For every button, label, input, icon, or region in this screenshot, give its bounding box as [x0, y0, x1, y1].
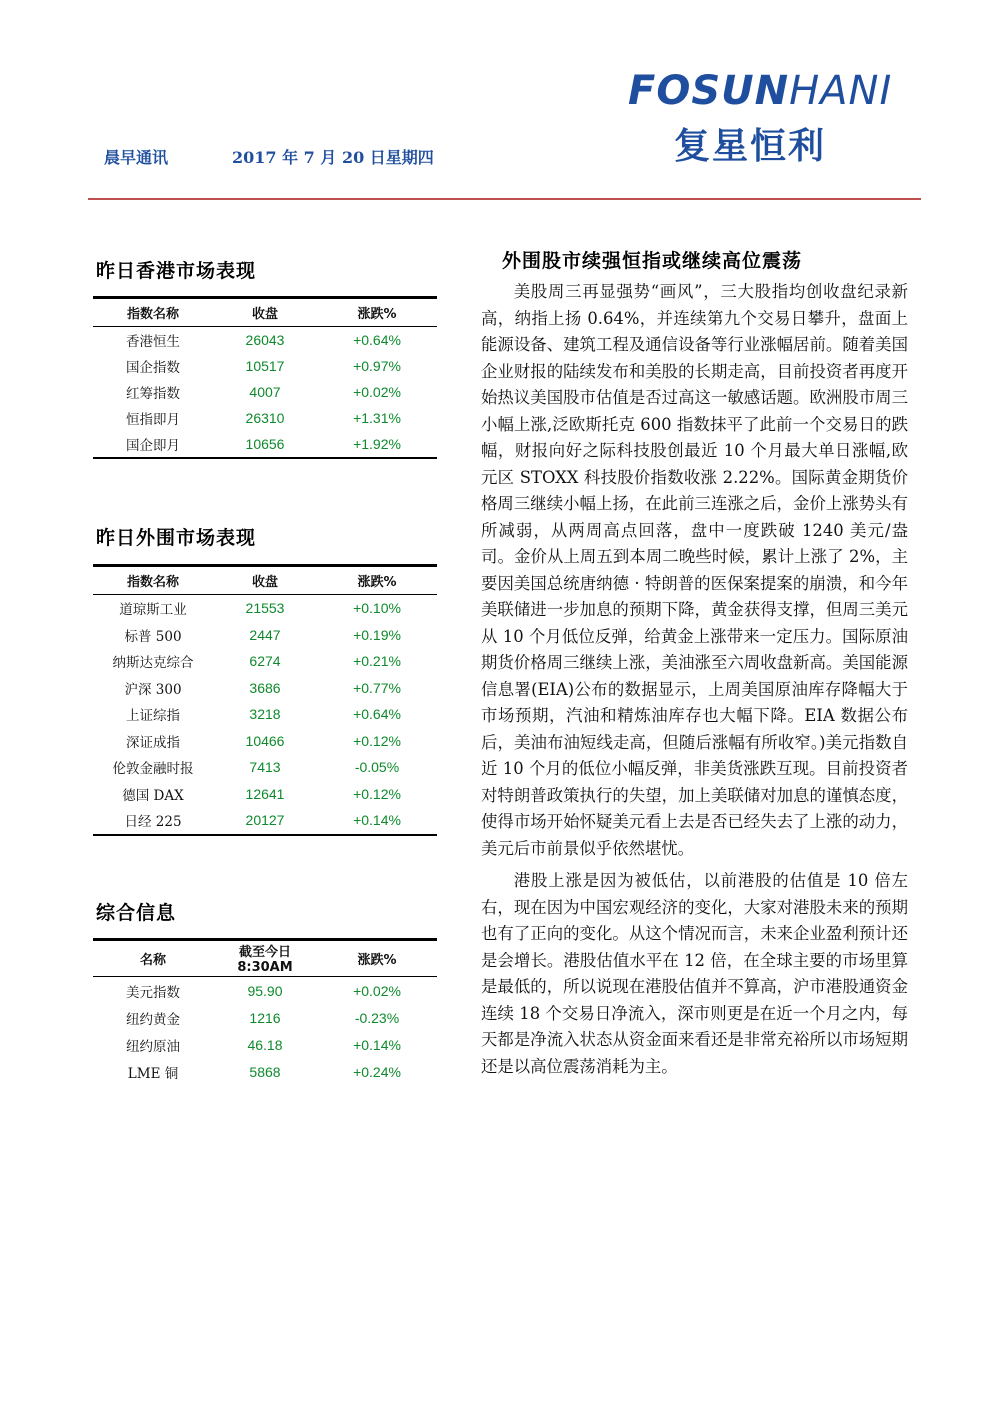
close-value: 10517 [245, 358, 285, 374]
table-row [93, 675, 437, 702]
close-value: 7413 [249, 759, 281, 776]
close-value: 12641 [245, 785, 285, 802]
hk-market-table [93, 296, 437, 459]
global-market-title: 昨日外围市场表现 [96, 527, 257, 549]
article-title: 外围股市续强恒指或继续高位震荡 [502, 250, 803, 272]
column-header: 指数名称 [93, 565, 213, 595]
change-percent: +0.24% [353, 1063, 401, 1080]
close-value: 26043 [245, 332, 285, 348]
index-name: 标普 500 [124, 628, 182, 645]
newsletter-date: 2017 年 7 月 20 日星期四 [232, 148, 434, 167]
change-percent: +0.02% [353, 384, 401, 400]
close-value: 95.90 [247, 982, 283, 999]
close-value: 1216 [249, 1009, 281, 1026]
change-percent: +0.10% [353, 600, 401, 617]
change-percent: +1.92% [317, 431, 437, 458]
close-value: 5868 [249, 1063, 281, 1080]
table-row [93, 807, 437, 835]
close-value: 4007 [249, 384, 281, 400]
index-name: 国企即月 [93, 431, 213, 458]
change-percent: +0.14% [317, 807, 437, 835]
general-info-title: 综合信息 [96, 902, 177, 924]
table-row [93, 754, 437, 781]
change-percent: +0.12% [353, 732, 401, 749]
index-name: 上证综指 [126, 708, 180, 725]
close-value: 21553 [245, 600, 285, 617]
close-value: 10466 [245, 732, 285, 749]
header-divider [88, 198, 921, 200]
hk-market-title: 昨日香港市场表现 [96, 260, 257, 282]
company-logo-text: FOSUNHANI [628, 68, 893, 114]
close-value: 6274 [249, 653, 281, 670]
column-header: 收盘 [213, 565, 317, 595]
close-value: 46.18 [247, 1036, 283, 1053]
index-name: 恒指即月 [126, 412, 180, 428]
index-name: 伦敦金融时报 [112, 761, 194, 778]
change-percent: +0.97% [353, 358, 401, 374]
index-name: 日经 225 [93, 807, 213, 835]
company-logo-chinese: 复星恒利 [674, 126, 827, 167]
close-value: 10656 [213, 431, 317, 458]
change-percent: -0.05% [354, 759, 400, 776]
article-paragraph: 美股周三再显强势“画风”，三大股指均创收盘纪录新高，纳指上扬 0.64%，并连续第九个交易日攀升，盘面上能源设备、建筑工程及通信设备等行业涨幅居前。随着美国企业财报的陆续发布和美股的长期走高，目前投资者再度开始热议美国股市估值是否过高这一敏感话题。欧洲股市周三小幅上涨,泛欧斯托克 600 指数抹平了此前一个交易日的跌幅，财报向好之际科技股创最近 10 个月最大单日涨幅,欧元区 STOXX 科技股价指数收涨 2.22%。国际黄金期货价格周三继续小幅上扬，在此前三连涨之后，金价上涨势头有所减弱，从两周高点回落，盘中一度跌破 1240 美元/盎司。金价从上周五到本周二晚些时候，累计上涨了 2%，主要因美国总统唐纳德 · 特朗普的医保案提案的崩溃，和今年美联储进一步加息的预期下降，黄金获得支撑，但周三美元从 10 个月低位反弹，给黄金上涨带来一定压力。国际原油期货价格周三继续上涨，美油涨至六周收盘新高。美国能源信息署(EIA)公布的数据显示，上周美国原油库存降幅大于市场预期，汽油和精炼油库存也大幅下降。EIA 数据公布后，美油布油短线走高，但随后涨幅有所收窄。)美元指数自近 10 个月的低位小幅反弹，非美货涨跌互现。目前投资者对特朗普政策执行的失望，加上美联储对加息的谨慎态度，使得市场开始怀疑美元看上去是否已经失去了上涨的动力，美元后市前景似乎依然堪忧。 [481, 282, 908, 858]
index-name: 红筹指数 [126, 386, 180, 402]
change-percent: +0.19% [353, 626, 401, 643]
table-row [93, 379, 437, 405]
table-row [93, 1004, 437, 1031]
newsletter-title: 晨早通讯 [104, 148, 169, 167]
table-row [93, 977, 437, 1005]
close-value: 2447 [249, 626, 281, 643]
change-percent: +0.02% [353, 982, 401, 999]
close-value: 3218 [249, 706, 281, 723]
change-percent: +0.64% [353, 706, 401, 723]
article-paragraph: 港股上涨是因为被低估，以前港股的估值是 10 倍左右，现在因为中国宏观经济的变化，大家对港股未来的预期也有了正向的变化。从这个情况而言，未来企业盈利预计还是会增长。港股估值水平在 12 倍，在全球主要的市场里算是最低的，所以说现在港股估值并不算高，沪市港股通资金连续 18 个交易日净流入，深市则更是在近一个月之内，每天都是净流入状态从资金面来看还是非常充裕所以市场短期还是以高位震荡消耗为主。 [481, 871, 908, 1076]
change-percent: +0.64% [353, 332, 401, 348]
table-row [93, 701, 437, 728]
close-value: 26310 [245, 410, 285, 426]
column-header: 名称 [93, 939, 213, 977]
table-row [93, 431, 437, 458]
index-name: LME 铜 [127, 1065, 179, 1082]
table-row [93, 595, 437, 622]
column-header: 涨跌% [317, 565, 437, 595]
close-value: 20127 [213, 807, 317, 835]
article-body [481, 279, 908, 1086]
change-percent: +0.14% [353, 1036, 401, 1053]
table-row [93, 405, 437, 431]
table-row [93, 781, 437, 808]
index-name: 沪深 300 [124, 681, 182, 698]
index-name: 纽约原油 [126, 1038, 180, 1055]
table-row [93, 327, 437, 354]
close-value: 3686 [249, 679, 281, 696]
general-info-table [93, 938, 437, 1085]
index-name: 道琼斯工业 [119, 602, 187, 619]
global-market-table [93, 564, 437, 836]
change-percent: +0.77% [353, 679, 401, 696]
change-percent: -0.23% [354, 1009, 400, 1026]
change-percent: +1.31% [353, 410, 401, 426]
table-row [93, 1031, 437, 1058]
index-name: 纳斯达克综合 [112, 655, 194, 672]
column-header: 涨跌% [317, 939, 437, 977]
index-name: 美元指数 [126, 984, 180, 1001]
change-percent: +0.12% [353, 785, 401, 802]
change-percent: +0.21% [353, 653, 401, 670]
index-name: 德国 DAX [122, 787, 184, 804]
column-header: 收盘 [213, 297, 317, 327]
table-row [93, 728, 437, 755]
table-row [93, 622, 437, 649]
table-row [93, 1058, 437, 1085]
table-row [93, 353, 437, 379]
index-name: 国企指数 [126, 360, 180, 376]
column-header: 截至今日 8:30AM [213, 939, 317, 977]
index-name: 深证成指 [126, 734, 180, 751]
column-header: 涨跌% [317, 297, 437, 327]
table-row [93, 648, 437, 675]
index-name: 香港恒生 [126, 334, 180, 350]
column-header: 指数名称 [93, 297, 213, 327]
index-name: 纽约黄金 [126, 1011, 180, 1028]
